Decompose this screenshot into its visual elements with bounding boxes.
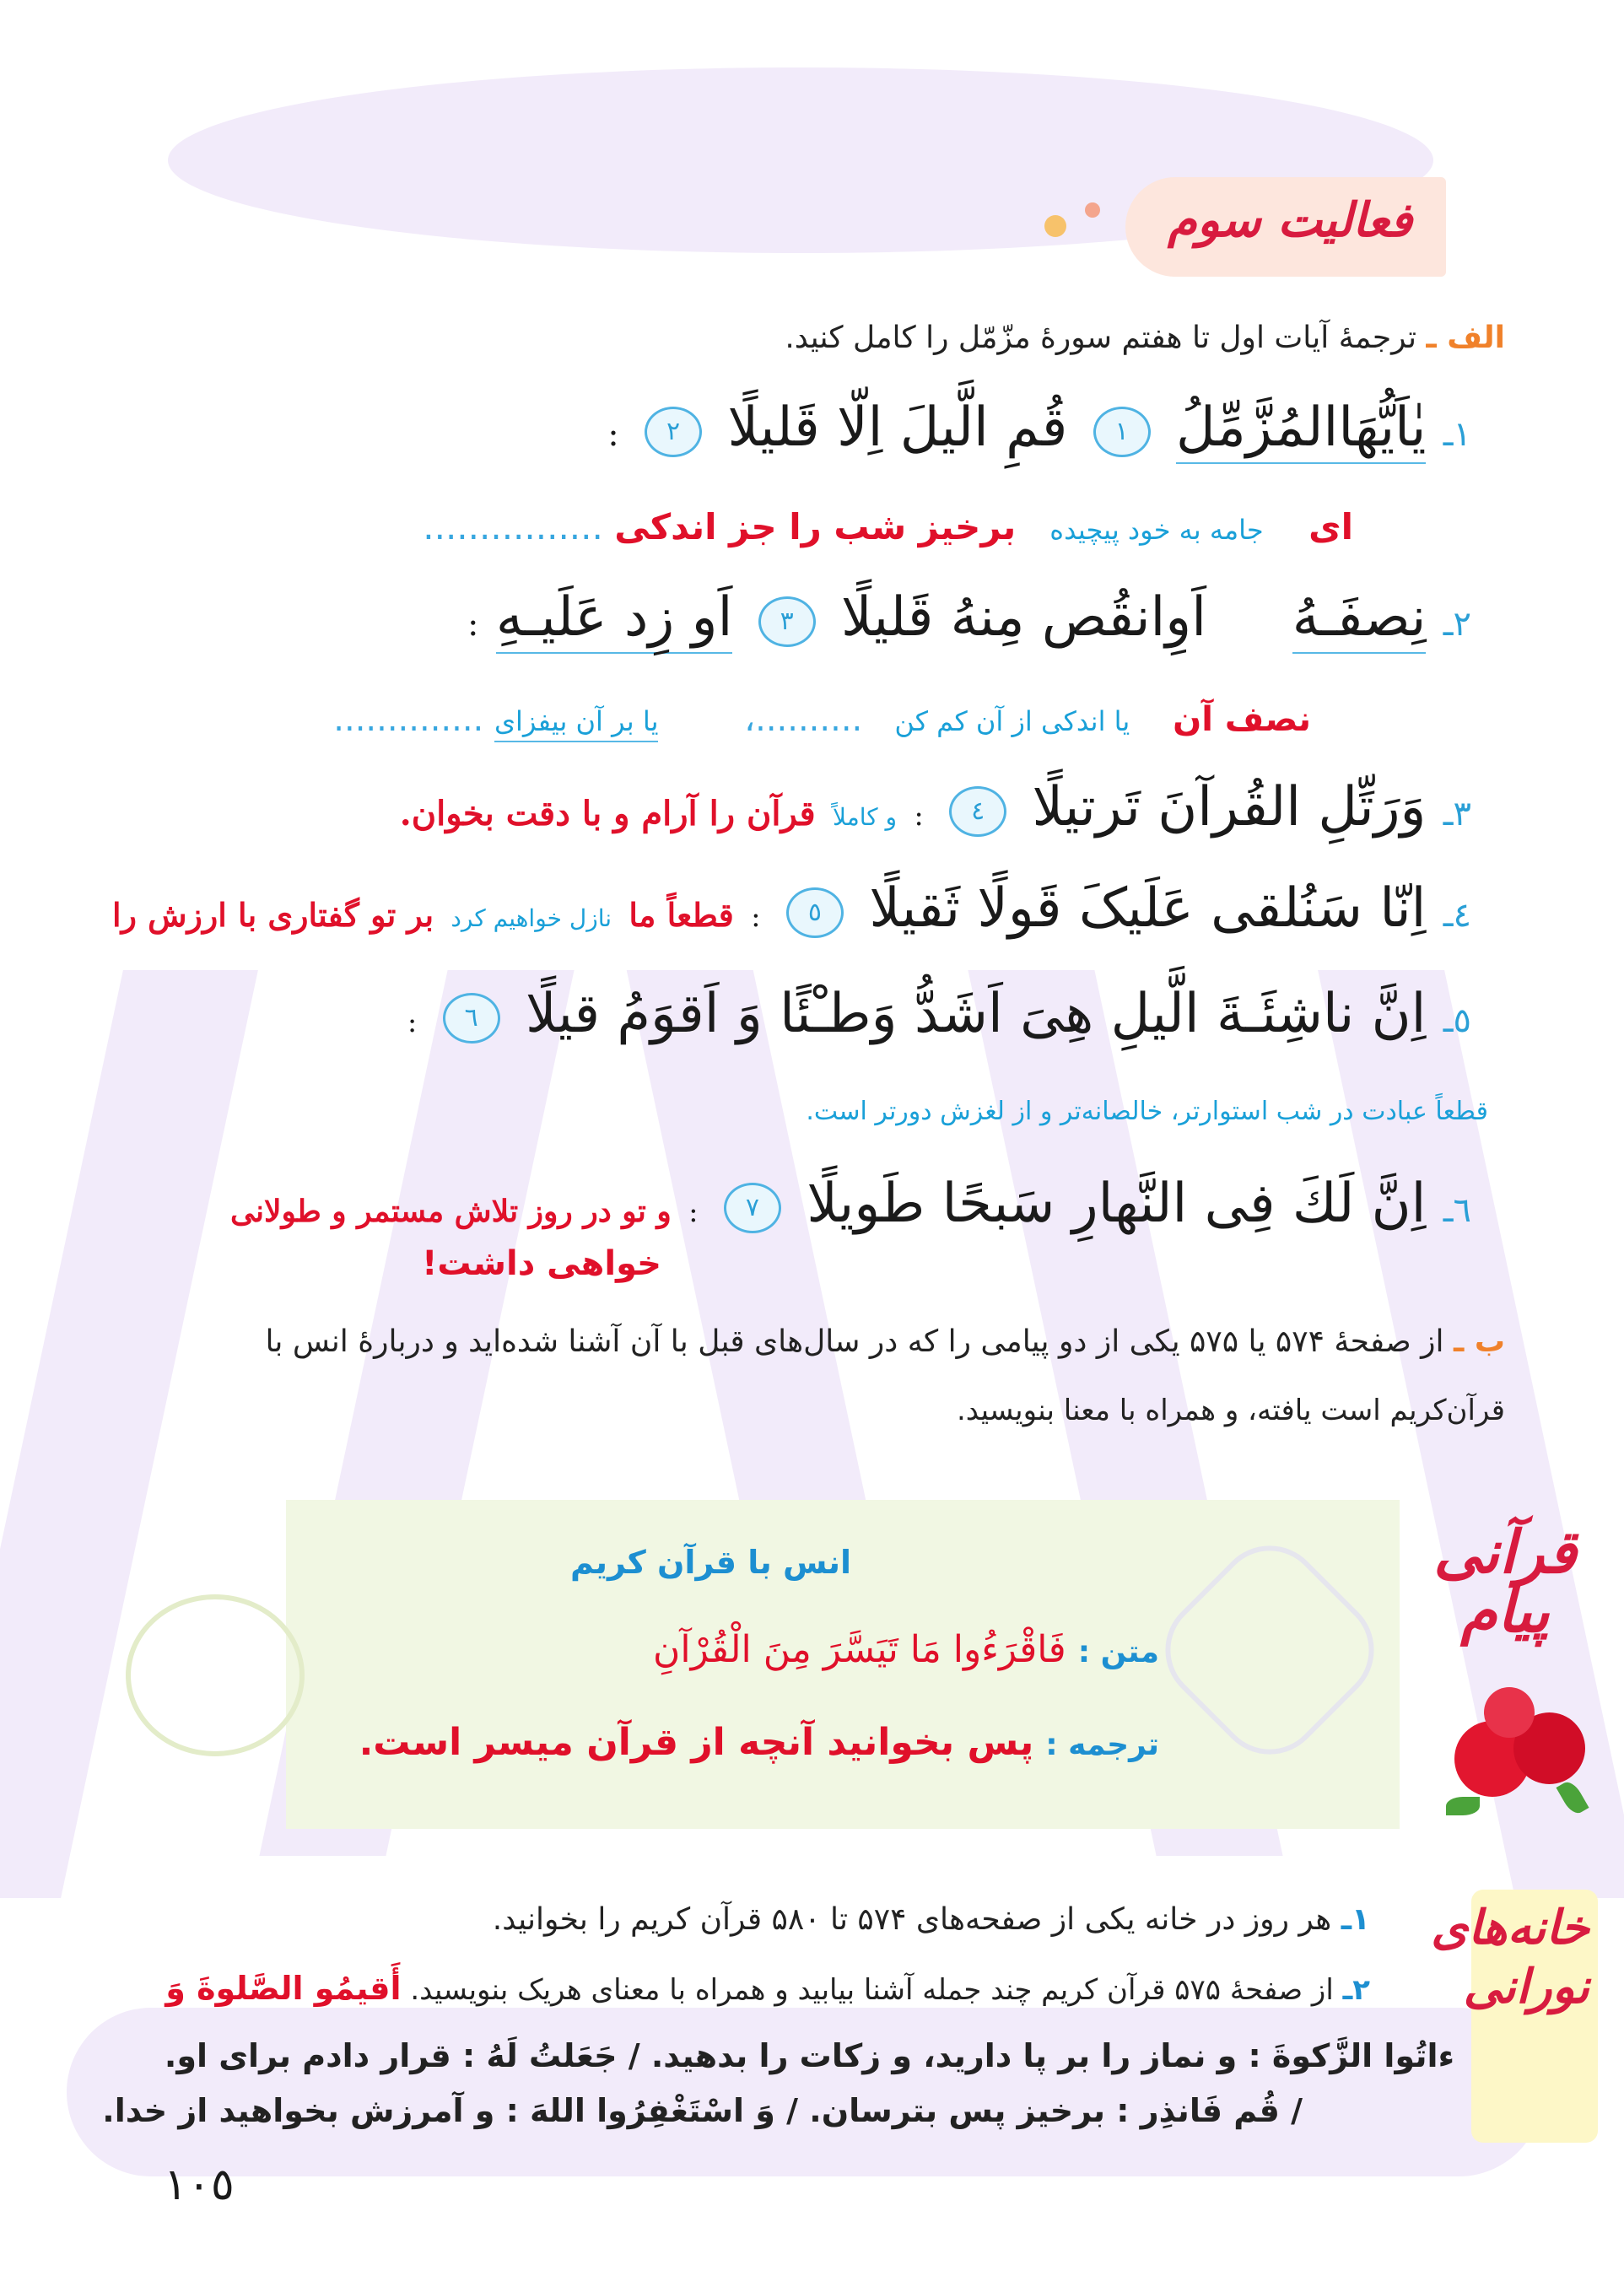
task-text: از صفحهٔ ۵۷۵ قرآن کریم چند جمله آشنا بیابید و همراه با معنای هریک بنویسید. — [411, 1973, 1335, 2007]
translation-text: یا بر آن بیفزای — [495, 705, 659, 742]
colon: : — [608, 415, 620, 454]
verse-number: ١ـ — [1443, 415, 1472, 454]
verse-arabic: وَرَتِّلِ القُرآنَ تَرتیلًا — [1033, 776, 1427, 839]
section-a-label: الف ـ — [1427, 321, 1506, 355]
translation-text: و تو در روز تلاش مستمر و طولانی — [230, 1194, 672, 1229]
quranic-message-badge — [1422, 1517, 1590, 1646]
translation-text: قطعاً ما — [629, 896, 735, 934]
verse-number: ٤ـ — [1443, 896, 1472, 935]
answer-text: أَقیمُو الصَّلوةَ وَ — [166, 1970, 402, 2007]
verse-5 — [408, 983, 1472, 1045]
colon: : — [752, 900, 762, 934]
section-b-line-2: قرآن‌کریم است یافته، و همراه با معنا بنویسید. — [957, 1394, 1506, 1427]
luminous-homes-title — [1432, 1898, 1590, 2016]
verse-arabic: یٰاَیُّهَاالمُزَّمِّلُ — [1177, 396, 1427, 464]
badge-line: قرآنی — [1434, 1517, 1578, 1587]
translation-text: برخیز شب را جز اندکی — [615, 506, 1017, 547]
watermark-shape — [0, 970, 259, 1898]
section-b-line-1 — [266, 1324, 1506, 1359]
verse-number: ٥ـ — [1443, 1001, 1472, 1040]
verse-number: ٣ـ — [1443, 795, 1472, 833]
tarjome-text: پس بخوانید آنچه از قرآن میسر است. — [359, 1721, 1035, 1764]
verse-4 — [113, 877, 1472, 940]
section-b-label: ب ـ — [1454, 1324, 1506, 1359]
colon: : — [468, 605, 480, 644]
blank-dots: .............. — [334, 700, 485, 739]
panel-matn — [654, 1628, 1160, 1671]
verse-6-translation-cont: خواهی داشت! — [423, 1244, 662, 1283]
home-task-1 — [494, 1902, 1371, 1937]
blank-dots: ................ — [424, 506, 604, 547]
task-number: ١ـ — [1341, 1902, 1371, 1937]
blank-dots: ..........، — [745, 700, 864, 739]
verse-arabic: نِصفَـهُ — [1293, 586, 1427, 654]
section-a-text: ترجمهٔ آیات اول تا هفتم سورهٔ مزّمّل را کامل کنید. — [785, 321, 1417, 355]
verse-number: ٢ـ — [1443, 605, 1472, 644]
panel-title: انس با قرآن کریم — [570, 1544, 852, 1581]
verse-number: ٦ـ — [1443, 1191, 1472, 1230]
translation-text: قرآن را آرام و با دقت بخوان. — [400, 794, 817, 833]
section-b-text: از صفحهٔ ۵۷۴ یا ۵۷۵ یکی از دو پیامی را که در سال‌های قبل با آن آشنا شده‌اید و دربارهٔ انس با — [266, 1324, 1445, 1359]
badge-line: پیام — [1461, 1576, 1551, 1646]
task-text: هر روز در خانه یکی از صفحه‌های ۵۷۴ تا ۵۸۰ قرآن کریم را بخوانید. — [493, 1902, 1333, 1937]
ayah-marker-icon: ٤ — [950, 786, 1007, 837]
translation-text: نصف آن — [1173, 700, 1312, 739]
verse-3 — [401, 776, 1472, 839]
home-task-2 — [166, 1970, 1371, 2007]
translation-text: و کاملاً — [833, 803, 898, 831]
verse-arabic: اَو زِد عَلَیـهِ — [497, 586, 734, 654]
verse-arabic: قُمِ الَّیلَ اِلّا قَلیلًا — [728, 396, 1069, 459]
colon: : — [689, 1195, 699, 1229]
ayah-marker-icon: ١ — [1094, 407, 1152, 457]
translation-text: نازل خواهیم کرد — [451, 904, 613, 932]
badge-line: نورانی — [1464, 1959, 1590, 2014]
verse-2 — [468, 586, 1472, 649]
translation-text: ای — [1309, 506, 1354, 547]
colon: : — [915, 799, 925, 833]
flower-icon — [1045, 215, 1067, 237]
activity-heading: فعالیت سوم — [1168, 192, 1413, 248]
tarjome-label: ترجمه : — [1046, 1728, 1160, 1762]
panel-tarjome — [360, 1721, 1160, 1764]
translation-text: جامه به خود پیچیده — [1050, 514, 1265, 546]
verse-2-translation — [334, 700, 1312, 739]
verse-6 — [231, 1173, 1472, 1235]
matn-label: متن : — [1078, 1635, 1160, 1669]
matn-text: فَاقْرَءُوا مَا تَیَسَّرَ مِنَ الْقُرْآنِ — [654, 1628, 1067, 1671]
ayah-marker-icon: ٦ — [444, 993, 501, 1044]
translation-text: یا اندکی از آن کم کن — [895, 705, 1131, 737]
verse-1-translation — [424, 506, 1354, 547]
ayah-marker-icon: ٥ — [787, 887, 844, 938]
ayah-marker-icon: ٢ — [645, 407, 703, 457]
verse-arabic: اِنَّ لَكَ فِی النَّهارِ سَبحًا طَویلًا — [807, 1173, 1427, 1235]
ornament-left — [127, 1594, 305, 1756]
home-task-2-answer: ءاتُوا الزَّکوةَ : و نماز را بر پا دارید، و زکات را بدهید. / جَعَلتُ لَهُ : قرار دادم برای او. — [165, 2037, 1455, 2074]
badge-line: خانه‌های — [1432, 1900, 1590, 1955]
ayah-marker-icon: ٧ — [725, 1183, 782, 1233]
page-number: ١٠٥ — [165, 2160, 235, 2210]
verse-5-translation: قطعاً عبادت در شب استوارتر، خالصانه‌تر و از لغزش دورتر است. — [807, 1097, 1489, 1126]
home-task-2-answer: / قُم فَانذِر : برخیز پس بترسان. / وَ اسْتَغْفِرُوا اللهَ : و آمرزش بخواهید از خدا. — [103, 2092, 1303, 2129]
verse-arabic: اِنّا سَنُلقی عَلَیکَ قَولًا ثَقیلًا — [870, 877, 1427, 940]
verse-1 — [608, 396, 1472, 459]
rose-icon — [1447, 1679, 1599, 1831]
section-a-instruction — [785, 321, 1506, 355]
verse-arabic: اِنَّ ناشِئَـةَ الَّیلِ هِیَ اَشَدُّ وَطـْئًا وَ اَقوَمُ قیلًا — [526, 983, 1427, 1045]
flower-icon — [1086, 202, 1101, 218]
ayah-marker-icon: ٣ — [759, 596, 817, 647]
task-number: ٢ـ — [1343, 1973, 1371, 2007]
verse-arabic: اَوِانقُص مِنهُ قَلیلًا — [842, 586, 1207, 649]
translation-text: بر تو گفتاری با ارزش را — [113, 896, 435, 934]
colon: : — [407, 1006, 418, 1039]
